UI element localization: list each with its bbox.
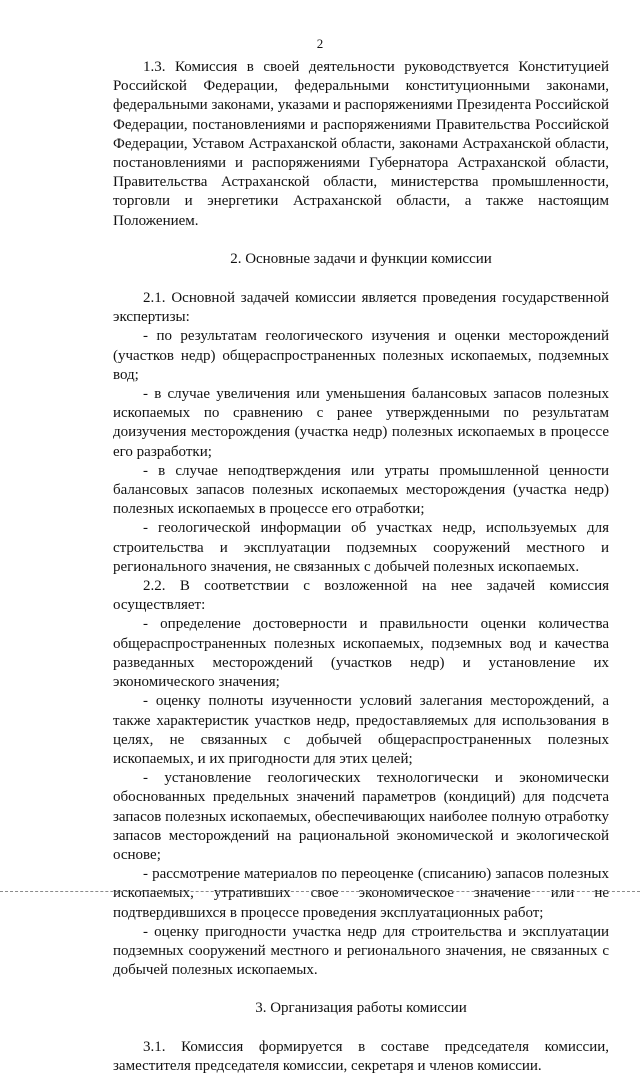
- list-item: - геологической информации об участках недр, используемых для строительства и эксплуатации подземных сооружений местного и регионального значения, не связанных с добычей полезных ископаемых.: [113, 520, 609, 575]
- spacer: [113, 269, 609, 289]
- list-item: - по результатам геологического изучения и оценки месторождений (участков недр) общераспространенных полезных ископаемых, подземных вод;: [113, 328, 609, 383]
- paragraph-1-3: 1.3. Комиссия в своей деятельности руководствуется Конституцией Российской Федерации, федеральными конституционными законами, федеральными законами, указами и распоряжениями Президента Российской Федерации, постановлениями и распоряжениями Правительства Российской Федерации, Уставом Астраханской области, законами Астраханской области, постановлениями и распоряжениями Губернатора Астраханской области, Правительства Астраханской области, министерства промышленности, торговли и энергетики Астраханской области, а также настоящим Положением.: [113, 59, 609, 229]
- scan-edge-line: [0, 891, 640, 892]
- list-item: - оценку полноты изученности условий залегания месторождений, а также характеристик участков недр, предоставляемых для использования в целях, не связанных с добычей общераспространенных полезных ископаемых, и их пригодности для этих целей;: [113, 693, 609, 767]
- spacer: [113, 1019, 609, 1038]
- spacer: [113, 980, 609, 999]
- section-2-heading: 2. Основные задачи и функции комиссии: [230, 250, 492, 267]
- paragraph-2-2: 2.2. В соответствии с возложенной на нее задачей комиссия осуществляет:: [113, 578, 609, 614]
- section-3-heading: 3. Организация работы комиссии: [255, 1000, 467, 1017]
- list-item: - рассмотрение материалов по переоценке (списанию) запасов полезных ископаемых, утративших свое экономическое значение или не подтвердившихся в процессе проведения эксплуатационных работ;: [113, 866, 609, 921]
- paragraph-3-1: 3.1. Комиссия формируется в составе председателя комиссии, заместителя председателя комиссии, секретаря и членов комиссии.: [113, 1038, 609, 1074]
- document-body: [113, 58, 609, 1076]
- spacer: [113, 231, 609, 250]
- list-item: - в случае увеличения или уменьшения балансовых запасов полезных ископаемых по сравнению с ранее утвержденными по результатам доизучения месторождения (участка недр) полезных ископаемых в процессе его разработки;: [113, 386, 609, 460]
- page-number: 2: [316, 36, 324, 51]
- list-item: - установление геологических технологически и экономически обоснованных предельных значений параметров (кондиций) для подсчета запасов полезных ископаемых, обеспечивающих наиболее полную отработку запасов месторождений на рациональной экономической и экологической основе;: [113, 770, 609, 863]
- list-item: - определение достоверности и правильности оценки количества общераспространенных полезных ископаемых, подземных вод и качества разведанных месторождений (участков недр) и установление их экономического значения;: [113, 616, 609, 691]
- list-item: - оценку пригодности участка недр для строительства и эксплуатации подземных сооружений местного и регионального значения, не связанных с добычей полезных ископаемых.: [113, 923, 609, 979]
- list-item: - в случае неподтверждения или утраты промышленной ценности балансовых запасов полезных ископаемых месторождения (участка недр) полезных ископаемых в процессе его отработки;: [113, 462, 609, 518]
- paragraph-2-1: 2.1. Основной задачей комиссии является проведения государственной экспертизы:: [113, 290, 609, 326]
